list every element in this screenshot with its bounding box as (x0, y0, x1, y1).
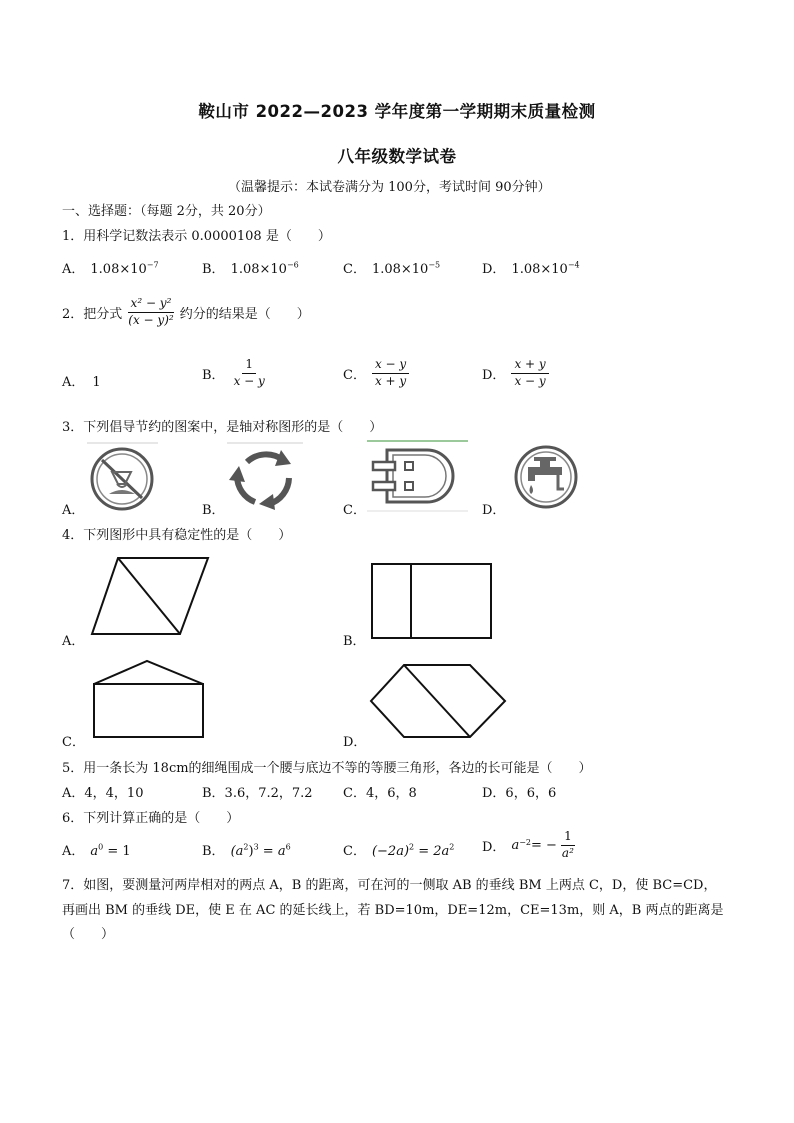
option-letter: A． (62, 375, 85, 390)
rectangle-figure (370, 562, 494, 640)
exam-subtitle: 八年级数学试卷 (337, 147, 457, 166)
question-5-stem: 5．用一条长为 18cm的细绳围成一个腰与底边不等的等腰三角形，各边的长可能是（ ） (62, 761, 592, 776)
option-exponent: −7 (146, 260, 159, 270)
option-value: 1.08×10 (90, 262, 147, 277)
option-exponent: −5 (428, 260, 441, 270)
option-exponent: −6 (286, 260, 299, 270)
q3-option-a: A． (62, 503, 85, 518)
expr-exponent: 2 (243, 842, 249, 852)
pentagon-house-figure (90, 658, 208, 740)
expr-exponent: 2 (449, 842, 455, 852)
hexagon-figure (368, 662, 508, 740)
q6-option-b (202, 840, 291, 859)
option-letter: D． (482, 839, 506, 855)
q5-option-d: D．6，6，6 (482, 786, 557, 801)
q3-option-c: C． (343, 503, 366, 518)
exam-note: （温馨提示：本试卷满分为 100分，考试时间 90分钟） (228, 180, 551, 195)
fraction-numerator: 1 (242, 358, 256, 374)
expr-exponent: 6 (285, 842, 291, 852)
option-exponent: −4 (567, 260, 580, 270)
q2-stem-pre: 2．把分式 (62, 306, 123, 322)
question-6-stem: 6．下列计算正确的是（ ） (62, 811, 240, 826)
fraction-numerator: x² − y² (128, 297, 175, 313)
expr-base: (a (230, 844, 244, 859)
expr-rhs: = a (258, 844, 286, 859)
option-fraction (372, 358, 409, 389)
q2-option-d (482, 358, 549, 389)
question-2-stem (62, 297, 310, 328)
fraction-numerator: x − y (372, 358, 409, 374)
q5-option-c: C．4，6，8 (343, 786, 417, 801)
q4-option-c: C． (62, 735, 85, 750)
q1-option-a (62, 258, 159, 277)
expr-rhs: = 2a (414, 844, 450, 859)
option-letter: B． (202, 367, 225, 383)
fraction-numerator: 1 (561, 830, 575, 846)
q1-option-d (482, 258, 580, 277)
option-value: 1 (92, 375, 101, 390)
q2-fraction (125, 297, 176, 328)
fraction-denominator: x + y (374, 373, 407, 388)
recycle-icon (225, 440, 305, 512)
q6-option-c (343, 840, 454, 859)
faucet-icon (510, 443, 582, 511)
fraction-denominator: x − y (514, 373, 546, 388)
expr-base: a (511, 837, 520, 853)
question-7-line-3: （ ） (62, 927, 115, 942)
exam-title: 鞍山市 2022—2023 学年度第一学期期末质量检测 (198, 102, 596, 121)
option-letter: B． (202, 844, 225, 859)
option-letter: C． (343, 262, 366, 277)
option-value: 1.08×10 (230, 262, 287, 277)
option-value: 1.08×10 (511, 262, 568, 277)
question-1-stem: 1．用科学记数法表示 0.0000108 是（ ） (62, 229, 331, 244)
expr-exponent: 2 (409, 842, 415, 852)
q1-option-b (202, 258, 299, 277)
q6-option-a (62, 840, 131, 859)
expr-exponent: 0 (98, 842, 104, 852)
question-7-line-2: 再画出 BM 的垂线 DE，使 E 在 AC 的延长线上，若 BD=10m，DE=12m，CE=13m，则 A，B 两点的距离是 (62, 903, 724, 918)
q5-option-a: A．4，4，10 (62, 786, 144, 801)
q3-option-b: B． (202, 503, 225, 518)
q6-option-d (482, 830, 577, 861)
expr-exponent: 3 (253, 842, 259, 852)
question-7-line-1: 7．如图，要测量河两岸相对的两点 A，B 的距离，可在河的一侧取 AB 的垂线 BM 上两点 C，D，使 BC=CD， (62, 878, 717, 893)
water-saving-icon (85, 440, 160, 512)
q1-option-c (343, 258, 440, 277)
option-letter: B． (202, 262, 225, 277)
q3-option-d: D． (482, 503, 506, 518)
d-fraction (559, 830, 577, 861)
expr-rhs: = 1 (103, 844, 131, 859)
option-value: 1.08×10 (371, 262, 429, 277)
option-letter: D． (482, 262, 506, 277)
q2-stem-post: 约分的结果是（ ） (179, 306, 310, 322)
expr-exponent: −2 (519, 838, 531, 847)
question-3-stem: 3．下列倡导节约的图案中，是轴对称图形的是（ ） (62, 420, 383, 435)
q2-option-b (202, 358, 268, 389)
option-letter: D． (482, 367, 506, 383)
fraction-denominator: x − y (233, 373, 265, 388)
section-heading: 一、选择题：（每题 2分，共 20分） (62, 204, 271, 219)
expr-rhs: = − (531, 837, 557, 853)
fraction-denominator: (x − y)² (128, 312, 174, 327)
parallelogram-figure (90, 555, 212, 637)
q2-option-c (343, 358, 409, 389)
q4-option-b: B． (343, 634, 366, 649)
expr-close: ) (248, 844, 254, 859)
option-letter: A． (62, 262, 85, 277)
expr-base: (−2a) (371, 844, 410, 859)
expr-base: a (90, 844, 99, 859)
option-letter: A． (62, 844, 85, 859)
option-letter: C． (343, 844, 366, 859)
q4-option-d: D． (343, 735, 367, 750)
q5-option-b: B．3.6，7.2，7.2 (202, 786, 313, 801)
option-letter: C． (343, 367, 366, 383)
q4-option-a: A． (62, 634, 85, 649)
option-fraction (511, 358, 548, 389)
q2-option-a (62, 371, 101, 390)
fraction-numerator: x + y (511, 358, 548, 374)
question-4-stem: 4．下列图形中具有稳定性的是（ ） (62, 528, 292, 543)
fraction-denominator: a² (561, 845, 574, 860)
plug-icon (365, 438, 470, 514)
option-fraction (231, 358, 268, 389)
